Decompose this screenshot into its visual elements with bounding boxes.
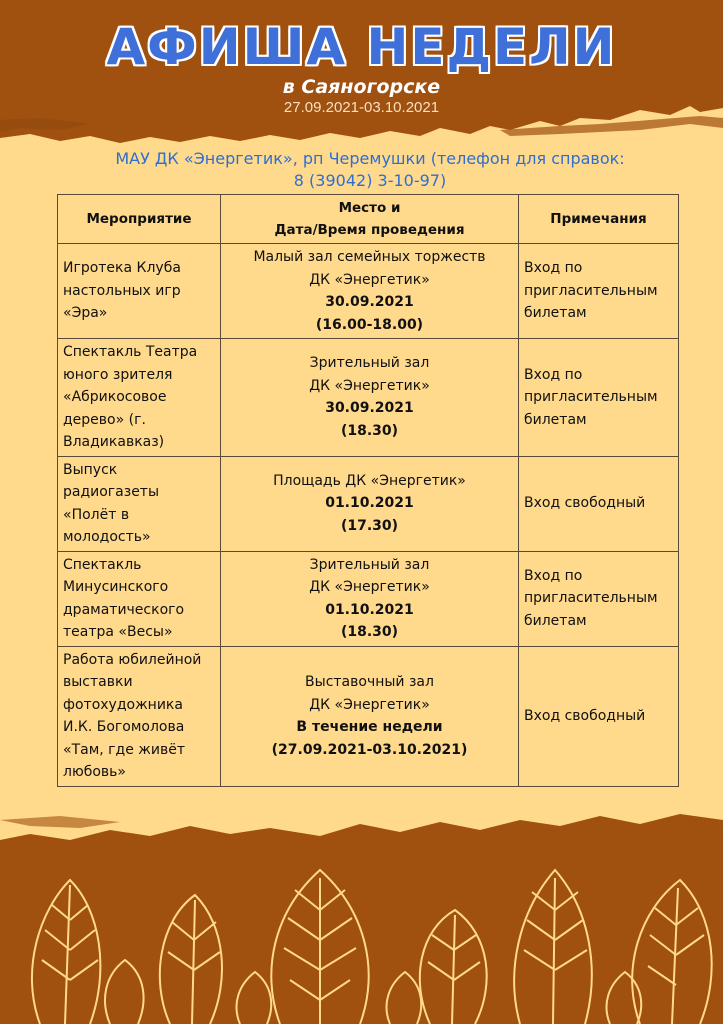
venue-line-1: МАУ ДК «Энергетик», рп Черемушки (телефон для справок: — [115, 149, 625, 168]
header-place-line-1: Место и — [338, 200, 401, 216]
event-note: Вход по пригласительным билетам — [519, 339, 679, 457]
header-event: Мероприятие — [58, 195, 221, 244]
event-name: Выпуск радиогазеты «Полёт в молодость» — [58, 456, 221, 551]
place-building: ДК «Энергетик» — [309, 579, 430, 595]
event-note: Вход свободный — [519, 456, 679, 551]
poster-title: АФИША НЕДЕЛИ — [106, 18, 617, 76]
place-hall: Выставочный зал — [305, 674, 434, 690]
table-row — [58, 551, 679, 646]
header-place-line-2: Дата/Время проведения — [274, 222, 465, 238]
header-notes: Примечания — [519, 195, 679, 244]
event-time: (18.30) — [340, 624, 399, 640]
event-name: Спектакль Минусинского драматического театра «Весы» — [58, 551, 221, 646]
event-name: Работа юбилейной выставки фотохудожника И.К. Богомолова «Там, где живёт любовь» — [58, 646, 221, 786]
event-time: (27.09.2021-03.10.2021) — [271, 741, 468, 758]
event-note: Вход по пригласительным билетам — [519, 244, 679, 339]
event-name: Спектакль Театра юного зрителя «Абрикосовое дерево» (г. Владикавказ) — [58, 339, 221, 457]
table-header-row — [58, 195, 679, 244]
place-building: ДК «Энергетик» — [309, 377, 430, 394]
event-time: (18.30) — [340, 422, 399, 439]
event-time: (16.00-18.00) — [315, 316, 424, 333]
venue-phone: 8 (39042) 3-10-97) — [293, 171, 447, 190]
place-hall: Площадь ДК «Энергетик» — [273, 472, 466, 489]
event-place — [221, 339, 519, 457]
table-row — [58, 244, 679, 339]
event-date: В течение недели — [296, 719, 443, 735]
week-dates: 27.09.2021-03.10.2021 — [283, 99, 440, 116]
event-place — [221, 244, 519, 339]
city-subtitle: в Саяногорске — [282, 76, 441, 98]
event-name: Игротека Клуба настольных игр «Эра» — [58, 244, 221, 339]
event-place — [221, 456, 519, 551]
event-note: Вход по пригласительным билетам — [519, 551, 679, 646]
place-hall: Малый зал семейных торжеств — [253, 249, 486, 265]
place-hall: Зрительный зал — [309, 355, 430, 372]
table-row — [58, 339, 679, 457]
event-place — [221, 551, 519, 646]
venue-info — [60, 148, 680, 192]
place-hall: Зрительный зал — [309, 556, 430, 573]
event-date: 30.09.2021 — [325, 400, 414, 417]
place-building: ДК «Энергетик» — [309, 696, 430, 713]
leaves-background — [0, 800, 723, 1024]
events-table — [57, 194, 679, 787]
event-note: Вход свободный — [519, 646, 679, 786]
place-building: ДК «Энергетик» — [309, 271, 430, 288]
table-row — [58, 456, 679, 551]
event-date: 30.09.2021 — [325, 294, 414, 310]
header-place — [221, 195, 519, 244]
event-date: 01.10.2021 — [325, 601, 414, 618]
event-place — [221, 646, 519, 786]
event-time: (17.30) — [340, 517, 399, 534]
table-row — [58, 646, 679, 786]
event-date: 01.10.2021 — [325, 495, 414, 512]
